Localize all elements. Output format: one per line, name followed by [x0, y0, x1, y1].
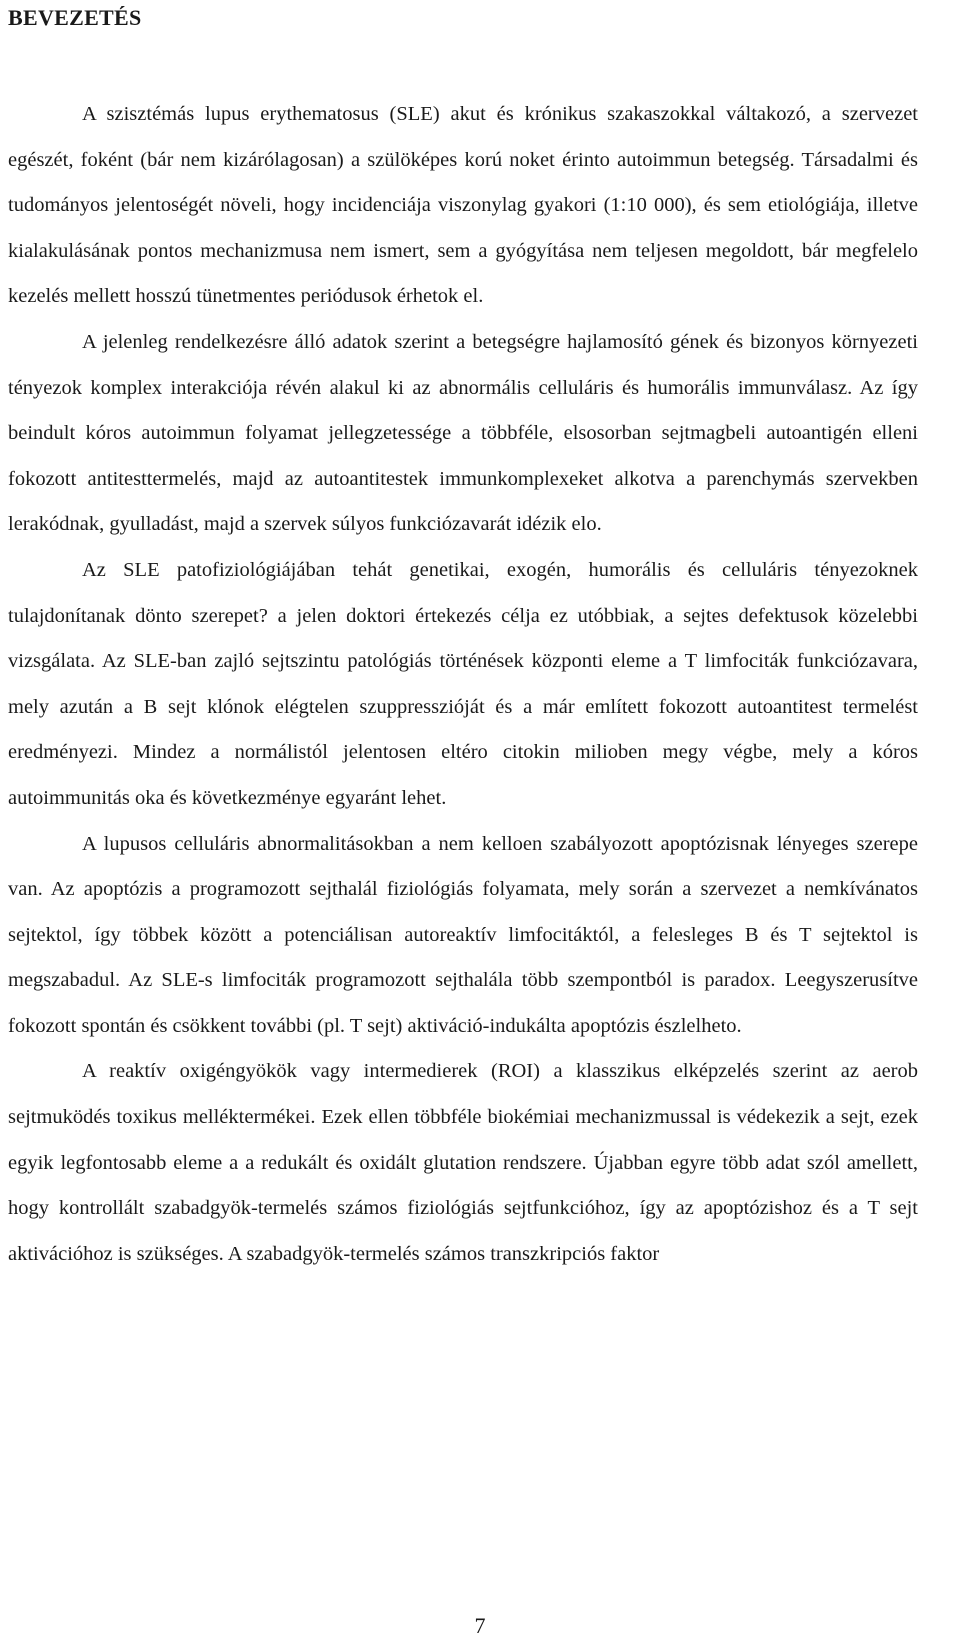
- paragraph-5: A reaktív oxigéngyökök vagy intermedierek (ROI) a klasszikus elképzelés szerint az aerob sejtmuködés toxikus melléktermékei. Ezek ellen többféle biokémiai mechanizmussal is védekezik a sejt, ezek egyik legfontosabb eleme a a redukált és oxidált glutation rendszere. Újabban egyre több adat szól amellett, hogy kontrollált szabadgyök-termelés számos fiziológiás sejtfunkcióhoz, így az apoptózishoz és a T sejt aktivációhoz is szükséges. A szabadgyök-termelés számos transzkripciós faktor: [8, 1060, 918, 1265]
- paragraph-3: Az SLE patofiziológiájában tehát genetikai, exogén, humorális és celluláris tényezoknek tulajdonítanak dönto szerepet? a jelen doktori értekezés célja ez utóbbiak, a sejtes defektusok közelebbi vizsgálata. Az SLE-ban zajló sejtszintu patológiás történések központi eleme a T limfociták funkciózavara, mely azután a B sejt klónok elégtelen szuppresszióját és a már említett fokozott autoantitest termelést eredményezi. Mindez a normálistól jelentosen eltéro citokin milioben megy végbe, mely a kóros autoimmunitás oka és következménye egyaránt lehet.: [8, 558, 918, 809]
- paragraph-2: A jelenleg rendelkezésre álló adatok szerint a betegségre hajlamosító gének és bizonyos környezeti tényezok komplex interakciója révén alakul ki az abnormális celluláris és humorális immunválasz. Az így beindult kóros autoimmun folyamat jellegzetessége a többféle, elsosorban sejtmagbeli autoantigén elleni fokozott antitesttermelés, majd az autoantitestek immunkomplexeket alkotva a parenchymás szervekben lerakódnak, gyulladást, majd a szervek súlyos funkciózavarát idézik elo.: [8, 330, 918, 536]
- body-text: [8, 92, 918, 1277]
- page-number: 7: [474, 1613, 486, 1638]
- section-heading: BEVEZETÉS: [8, 5, 142, 30]
- paragraph-1: A szisztémás lupus erythematosus (SLE) akut és krónikus szakaszokkal váltakozó, a szervezet egészét, foként (bár nem kizárólagosan) a szülöképes korú noket érinto autoimmun betegség. Társadalmi és tudományos jelentoségét növeli, hogy incidenciája viszonylag gyakori (1:10 000), és sem etiológiája, illetve kialakulásának pontos mechanizmusa nem ismert, sem a gyógyítása nem teljesen megoldott, bár megfelelo kezelés mellett hosszú tünetmentes periódusok érhetok el.: [8, 103, 918, 308]
- paragraph-4: A lupusos celluláris abnormalitásokban a nem kelloen szabályozott apoptózisnak lényeges szerepe van. Az apoptózis a programozott sejthalál fiziológiás folyamata, mely során a szervezet a nemkívánatos sejtektol, így többek között a potenciálisan autoreaktív limfocitáktól, a felesleges B és T sejtektol is megszabadul. Az SLE-s limfociták programozott sejthalála több szempontból is paradox. Leegyszerusítve fokozott spontán és csökkent további (pl. T sejt) aktiváció-indukálta apoptózis észlelheto.: [8, 832, 918, 1037]
